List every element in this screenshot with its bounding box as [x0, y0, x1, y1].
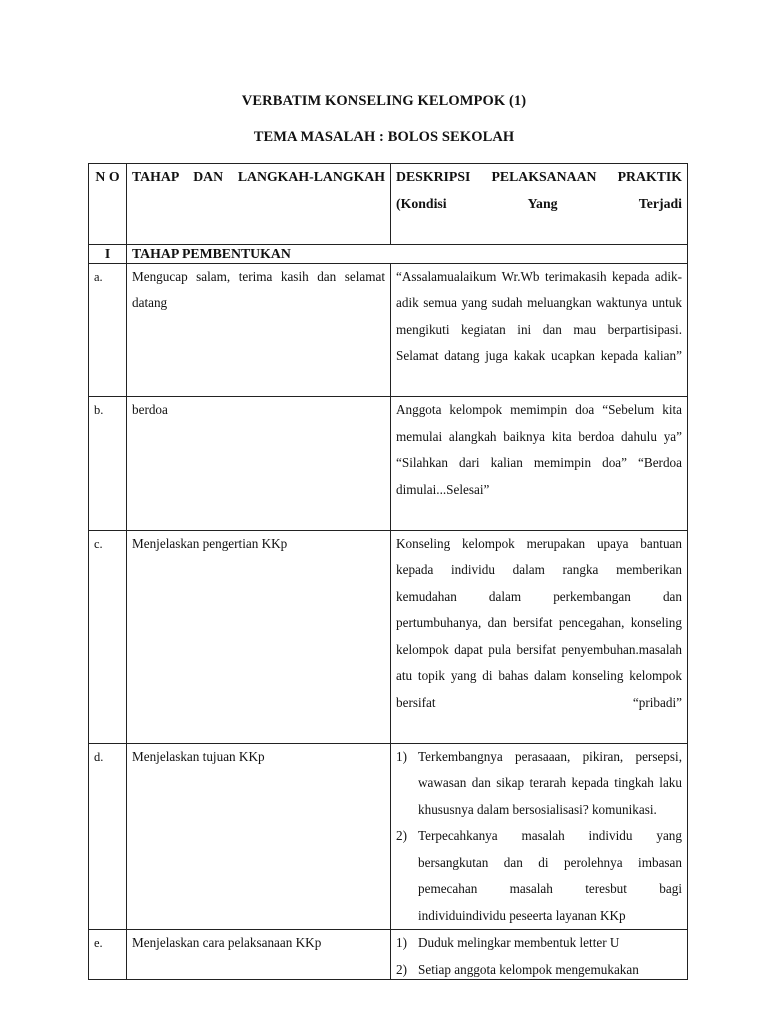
verbatim-table	[88, 163, 688, 980]
table-row	[89, 743, 688, 930]
row-desc: Konseling kelompok merupakan upaya bantuan kepada individu dalam rangka memberikan kemudahan dalam perkembangan dan pertumbuhanya, dan bersifat pencegahan, konseling kelompok dapat pula bersifat penyembuhan.masalah atu topik yang di bahas dalam konseling kelompok bersifat “pribadi”	[391, 530, 688, 743]
section-row	[89, 244, 688, 263]
table-row	[89, 263, 688, 397]
table-row	[89, 530, 688, 743]
row-no: d.	[89, 743, 127, 930]
row-desc-list	[391, 743, 688, 930]
row-step: berdoa	[127, 397, 391, 531]
header-tahap: TAHAP DAN LANGKAH-LANGKAH	[127, 164, 391, 245]
document-subtitle: TEMA MASALAH : BOLOS SEKOLAH	[253, 129, 515, 145]
header-deskripsi: DESKRIPSI PELAKSANAAN PRAKTIK (Kondisi Yang Terjadi	[391, 164, 688, 245]
row-step: Menjelaskan tujuan KKp	[127, 743, 391, 930]
row-no: a.	[89, 263, 127, 397]
table-row	[89, 930, 688, 980]
row-step: Mengucap salam, terima kasih dan selamat datang	[127, 263, 391, 397]
row-desc: Anggota kelompok memimpin doa “Sebelum kita memulai alangkah baiknya kita berdoa dahulu ya” “Silahkan dari kalian memimpin doa” “Berdoa dimulai...Selesai”	[391, 397, 688, 531]
row-no: e.	[89, 930, 127, 980]
list-item: 1) Duduk melingkar membentuk letter U	[396, 935, 620, 950]
row-desc: “Assalamualaikum Wr.Wb terimakasih kepada adik-adik semua yang sudah meluangkan waktunya untuk mengikuti kegiatan ini dan mau berpartisipasi. Selamat datang juga kakak ucapkan kepada kalian”	[391, 263, 688, 397]
section-label: TAHAP PEMBENTUKAN	[127, 244, 688, 263]
table-row	[89, 397, 688, 531]
row-step: Menjelaskan cara pelaksanaan KKp	[127, 930, 391, 980]
list-item: 1) Terkembangnya perasaaan, pikiran, persepsi, wawasan dan sikap terarah kepada tingkah laku khususnya dalam bersosialisasi? komunikasi.	[396, 748, 682, 817]
row-step: Menjelaskan pengertian KKp	[127, 530, 391, 743]
row-no: c.	[89, 530, 127, 743]
table-header-row	[89, 164, 688, 245]
row-desc-list	[391, 930, 688, 980]
document-title: VERBATIM KONSELING KELOMPOK (1)	[241, 93, 527, 109]
section-no: I	[89, 244, 127, 263]
row-no: b.	[89, 397, 127, 531]
list-item: 2) Setiap anggota kelompok mengemukakan	[396, 961, 639, 977]
list-item: 2) Terpecahkanya masalah individu yang bersangkutan dan di perolehnya imbasan pemecahan masalah teresbut bagi individuindividu peseerta layanan KKp	[396, 828, 682, 923]
header-no: N O	[89, 164, 127, 245]
